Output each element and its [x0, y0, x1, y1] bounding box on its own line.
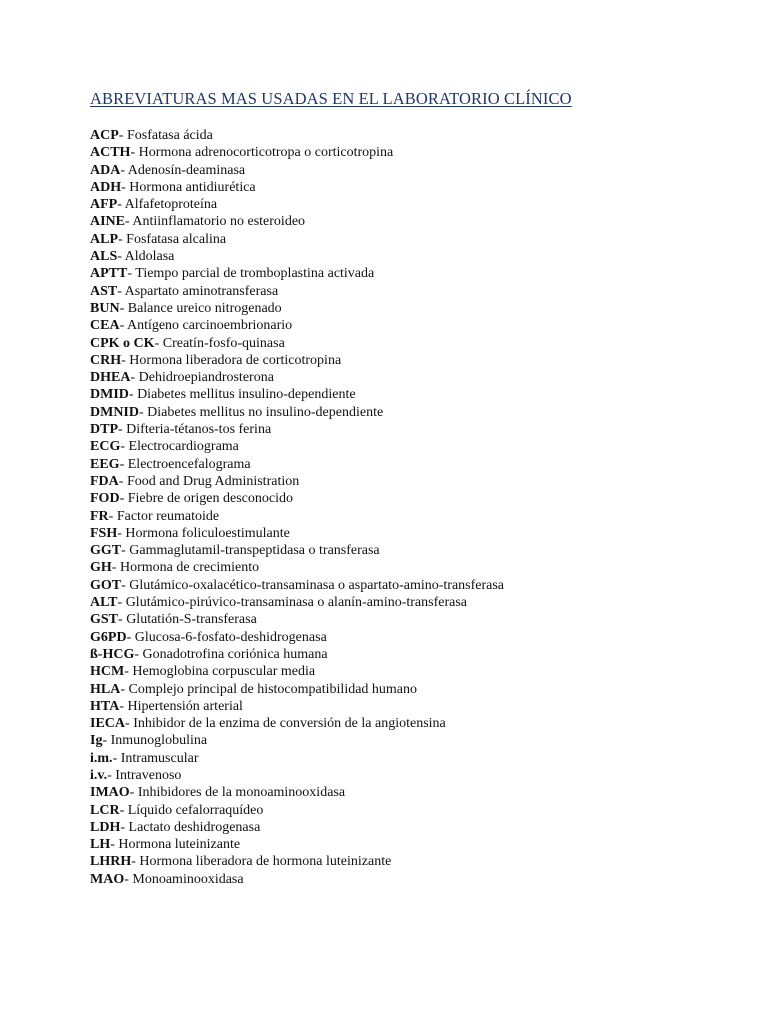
- abbreviation-entry: [90, 750, 504, 767]
- abbreviation-code: i.v.: [90, 767, 108, 783]
- abbreviation-code: G6PD: [90, 629, 127, 645]
- abbreviation-entry: [90, 853, 504, 870]
- abbreviation-meaning: Aldolasa: [124, 249, 175, 265]
- abbreviation-meaning: Antiinflamatorio no esteroideo: [132, 214, 306, 230]
- abbreviation-separator: -: [119, 698, 128, 714]
- abbreviation-separator: -: [119, 318, 127, 334]
- abbreviation-meaning: Diabetes mellitus no insulino-dependiente: [147, 404, 384, 420]
- abbreviation-entry: [90, 663, 504, 680]
- abbreviation-separator: -: [124, 871, 133, 887]
- abbreviation-code: MAO: [90, 871, 125, 887]
- abbreviation-entry: [90, 698, 504, 715]
- abbreviation-meaning: Creatín-fosfo-quinasa: [162, 335, 285, 351]
- abbreviation-separator: -: [112, 750, 121, 766]
- abbreviation-meaning: Hormona liberadora de hormona luteinizante: [139, 854, 392, 870]
- abbreviation-meaning: Intravenoso: [115, 767, 182, 783]
- abbreviation-meaning: Complejo principal de histocompatibilidad humano: [128, 681, 418, 697]
- abbreviation-separator: -: [130, 370, 139, 386]
- abbreviation-code: i.m.: [90, 750, 113, 766]
- abbreviation-entry: [90, 784, 504, 801]
- abbreviation-meaning: Inmunoglobulina: [110, 733, 208, 749]
- abbreviation-separator: -: [131, 854, 140, 870]
- abbreviation-code: APTT: [90, 266, 128, 282]
- abbreviation-code: LCR: [90, 802, 120, 818]
- abbreviation-separator: -: [130, 145, 139, 161]
- abbreviation-entry: [90, 473, 504, 490]
- abbreviation-separator: -: [102, 733, 111, 749]
- abbreviation-entry: [90, 283, 504, 300]
- abbreviation-code: DMID: [90, 387, 129, 403]
- abbreviation-meaning: Hormona de crecimiento: [119, 560, 260, 576]
- abbreviation-separator: -: [124, 664, 133, 680]
- abbreviation-code: AINE: [90, 214, 126, 230]
- abbreviation-separator: -: [125, 214, 133, 230]
- abbreviation-code: FSH: [90, 525, 118, 541]
- abbreviation-code: AFP: [90, 197, 118, 213]
- abbreviation-meaning: Inhibidor de la enzima de conversión de la angiotensina: [133, 716, 446, 732]
- abbreviation-entry: [90, 871, 504, 888]
- abbreviation-code: CRH: [90, 352, 122, 368]
- abbreviation-meaning: Food and Drug Administration: [126, 473, 300, 489]
- abbreviation-meaning: Hormona luteinizante: [118, 837, 241, 853]
- abbreviation-entry: [90, 732, 504, 749]
- abbreviation-separator: -: [118, 231, 127, 247]
- abbreviation-entry: [90, 577, 504, 594]
- abbreviation-meaning: Diabetes mellitus insulino-dependiente: [137, 387, 356, 403]
- abbreviation-entry: [90, 490, 504, 507]
- abbreviation-meaning: Glutámico-pirúvico-transaminasa o alanín-amino-transferasa: [125, 595, 467, 611]
- abbreviation-entry: [90, 127, 504, 144]
- abbreviation-entry: [90, 317, 504, 334]
- abbreviation-separator: -: [121, 577, 130, 593]
- abbreviation-code: ACTH: [90, 145, 131, 161]
- abbreviation-entry: [90, 456, 504, 473]
- abbreviation-entry: [90, 144, 504, 161]
- abbreviation-separator: -: [154, 335, 163, 351]
- abbreviation-code: HTA: [90, 698, 120, 714]
- abbreviation-separator: -: [117, 525, 126, 541]
- abbreviation-separator: -: [121, 352, 130, 368]
- abbreviation-separator: -: [119, 300, 128, 316]
- abbreviation-code: ALT: [90, 595, 118, 611]
- abbreviation-code: DMNID: [90, 404, 139, 420]
- abbreviation-meaning: Fosfatasa ácida: [126, 128, 213, 143]
- abbreviation-entry: [90, 300, 504, 317]
- abbreviation-separator: -: [108, 508, 117, 524]
- abbreviation-code: CPK o CK: [90, 335, 155, 351]
- abbreviation-code: HLA: [90, 681, 121, 697]
- abbreviation-code: ECG: [90, 439, 121, 455]
- abbreviation-code: ALP: [90, 231, 118, 247]
- abbreviation-separator: -: [121, 543, 130, 559]
- abbreviation-separator: -: [110, 837, 119, 853]
- document-title: ABREVIATURAS MAS USADAS EN EL LABORATORIO CLÍNICO: [90, 89, 572, 108]
- abbreviation-separator: -: [117, 249, 125, 265]
- abbreviation-meaning: Hemoglobina corpuscular media: [132, 664, 316, 680]
- abbreviation-code: FDA: [90, 473, 119, 489]
- abbreviation-meaning: Glucosa-6-fosfato-deshidrogenasa: [134, 629, 327, 645]
- abbreviation-separator: -: [118, 128, 127, 143]
- abbreviation-code: ALS: [90, 249, 118, 265]
- abbreviation-entry: [90, 231, 504, 248]
- abbreviation-entry: [90, 767, 504, 784]
- abbreviation-entry: [90, 629, 504, 646]
- abbreviation-separator: -: [120, 439, 129, 455]
- abbreviation-meaning: Aspartato aminotransferasa: [124, 283, 279, 299]
- abbreviation-code: LDH: [90, 819, 121, 835]
- abbreviation-separator: -: [139, 404, 148, 420]
- abbreviation-entry: [90, 611, 504, 628]
- abbreviation-separator: -: [120, 162, 128, 178]
- abbreviation-separator: -: [117, 595, 126, 611]
- abbreviation-entry: [90, 681, 504, 698]
- abbreviation-code: FR: [90, 508, 109, 524]
- abbreviation-code: ACP: [90, 128, 119, 143]
- abbreviation-separator: -: [126, 629, 135, 645]
- abbreviation-entry: [90, 438, 504, 455]
- abbreviation-separator: -: [128, 387, 138, 403]
- abbreviation-entry: [90, 213, 504, 230]
- abbreviation-entry: [90, 802, 504, 819]
- abbreviation-separator: -: [107, 767, 116, 783]
- abbreviation-meaning: Hormona liberadora de corticotropina: [129, 352, 342, 368]
- abbreviation-separator: -: [119, 491, 128, 507]
- abbreviation-code: GH: [90, 560, 112, 576]
- abbreviation-meaning: Gonadotrofina coriónica humana: [142, 646, 328, 662]
- abbreviation-separator: -: [119, 456, 128, 472]
- abbreviation-entry: [90, 162, 504, 179]
- abbreviation-separator: -: [121, 179, 130, 195]
- abbreviation-entry: [90, 335, 504, 352]
- abbreviation-meaning: Electroencefalograma: [127, 456, 251, 472]
- abbreviation-entry: [90, 715, 504, 732]
- abbreviation-meaning: Hormona foliculoestimulante: [125, 525, 290, 541]
- abbreviation-meaning: Lactato deshidrogenasa: [128, 819, 261, 835]
- abbreviation-meaning: Líquido cefalorraquídeo: [127, 802, 264, 818]
- abbreviation-code: GST: [90, 612, 119, 628]
- abbreviation-code: DTP: [90, 422, 118, 438]
- abbreviation-code: GGT: [90, 543, 122, 559]
- abbreviation-entry: [90, 525, 504, 542]
- abbreviation-code: FOD: [90, 491, 120, 507]
- abbreviation-entry: [90, 179, 504, 196]
- abbreviation-meaning: Glutámico-oxalacético-transaminasa o aspartato-amino-transferasa: [129, 577, 505, 593]
- abbreviation-separator: -: [127, 266, 136, 282]
- abbreviation-meaning: Fosfatasa alcalina: [126, 231, 227, 247]
- abbreviation-code: ADH: [90, 179, 122, 195]
- abbreviation-code: LHRH: [90, 854, 132, 870]
- abbreviation-separator: -: [118, 422, 127, 438]
- abbreviation-meaning: Glutatión-S-transferasa: [126, 612, 257, 628]
- abbreviation-code: ß-HCG: [90, 646, 135, 662]
- abbreviation-meaning: Dehidroepiandrosterona: [138, 370, 274, 386]
- abbreviation-code: HCM: [90, 664, 125, 680]
- abbreviation-code: CEA: [90, 318, 120, 334]
- abbreviation-meaning: Intramuscular: [120, 750, 199, 766]
- abbreviation-separator: -: [118, 612, 127, 628]
- abbreviation-entry: [90, 508, 504, 525]
- abbreviation-meaning: Hipertensión arterial: [127, 698, 243, 714]
- abbreviation-entry: [90, 594, 504, 611]
- abbreviation-entry: [90, 646, 504, 663]
- abbreviation-separator: -: [134, 646, 143, 662]
- abbreviation-meaning: Monoaminooxidasa: [132, 871, 244, 887]
- abbreviation-entry: [90, 559, 504, 576]
- abbreviation-code: BUN: [90, 300, 120, 316]
- abbreviation-entry: [90, 421, 504, 438]
- abbreviation-entry: [90, 196, 504, 213]
- abbreviation-entry: [90, 836, 504, 853]
- abbreviation-meaning: Tiempo parcial de tromboplastina activada: [135, 266, 375, 282]
- abbreviation-code: Ig: [90, 733, 103, 749]
- abbreviation-meaning: Factor reumatoide: [116, 508, 220, 524]
- abbreviation-separator: -: [125, 716, 134, 732]
- abbreviation-entry: [90, 386, 504, 403]
- abbreviation-separator: -: [120, 681, 129, 697]
- abbreviation-separator: -: [117, 197, 125, 213]
- abbreviation-code: GOT: [90, 577, 122, 593]
- abbreviation-code: AST: [90, 283, 118, 299]
- abbreviation-meaning: Hormona antidiurética: [129, 179, 256, 195]
- abbreviation-meaning: Balance ureico nitrogenado: [127, 300, 282, 316]
- abbreviation-entry: [90, 265, 504, 282]
- abbreviation-code: DHEA: [90, 370, 131, 386]
- abbreviation-meaning: Fiebre de origen desconocido: [127, 491, 293, 507]
- abbreviation-meaning: Gammaglutamil-transpeptidasa o transferasa: [129, 543, 380, 559]
- abbreviation-entry: [90, 404, 504, 421]
- abbreviation-meaning: Adenosín-deaminasa: [127, 162, 246, 178]
- abbreviation-code: EEG: [90, 456, 120, 472]
- abbreviation-separator: -: [117, 283, 125, 299]
- abbreviation-separator: -: [129, 785, 138, 801]
- abbreviation-meaning: Antígeno carcinoembrionario: [126, 318, 293, 334]
- abbreviation-code: ADA: [90, 162, 121, 178]
- abbreviation-entry: [90, 369, 504, 386]
- abbreviation-separator: -: [118, 473, 127, 489]
- abbreviation-entry: [90, 248, 504, 265]
- abbreviation-meaning: Difteria-tétanos-tos ferina: [126, 422, 272, 438]
- abbreviation-code: LH: [90, 837, 111, 853]
- abbreviation-entry: [90, 819, 504, 836]
- abbreviation-meaning: Inhibidores de la monoaminooxidasa: [137, 785, 346, 801]
- abbreviation-code: IECA: [90, 716, 126, 732]
- abbreviation-separator: -: [119, 802, 128, 818]
- abbreviation-meaning: Electrocardiograma: [128, 439, 239, 455]
- abbreviation-list: [90, 127, 504, 888]
- abbreviation-entry: [90, 352, 504, 369]
- abbreviation-meaning: Hormona adrenocorticotropa o corticotropina: [138, 145, 394, 161]
- abbreviation-entry: [90, 542, 504, 559]
- abbreviation-code: IMAO: [90, 785, 130, 801]
- abbreviation-meaning: Alfafetoproteína: [124, 197, 218, 213]
- abbreviation-separator: -: [120, 819, 129, 835]
- abbreviation-separator: -: [111, 560, 120, 576]
